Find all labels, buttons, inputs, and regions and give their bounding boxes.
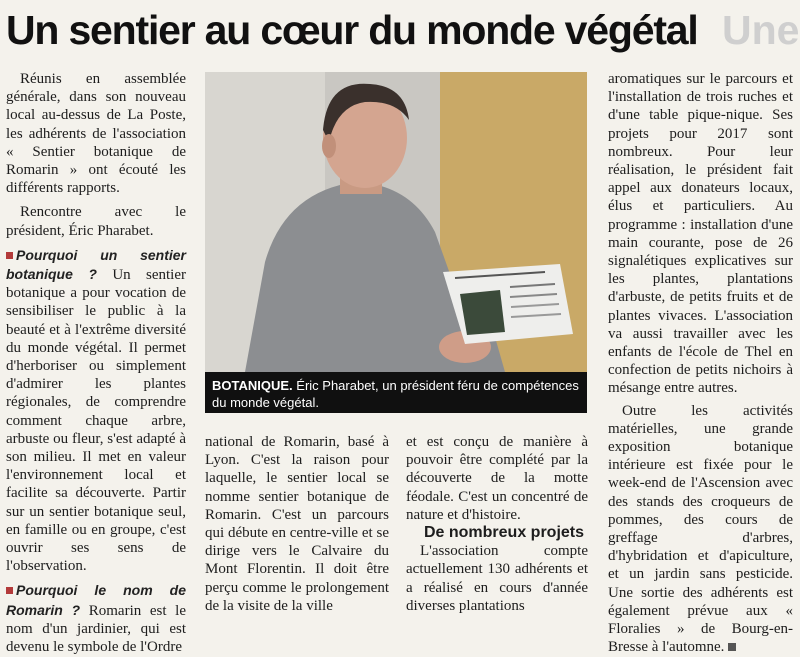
question-1: Pourquoi un sentier botanique ? bbox=[6, 246, 186, 283]
subheading-projets: De nombreux projets bbox=[423, 524, 585, 542]
paragraph-romarin: national de Romarin, basé à Lyon. C'est la raison pour laquelle, le sentier local se nomme sentier botanique de Romarin. C'est un parcours qui débute en centre-ville et se dirige vers le Calvaire du Mont Florentin. Il doit être perçu comme le prolongement de la visite de la ville bbox=[205, 434, 389, 614]
question-2: Pourquoi le nom de Romarin ? bbox=[6, 582, 186, 618]
bullet-square-icon bbox=[6, 252, 13, 259]
end-mark-icon bbox=[728, 643, 736, 651]
column-1 bbox=[6, 70, 186, 656]
paragraph-adherents: L'association compte actuellement 130 adhérents et a réalisé en cours d'année diverses plantations bbox=[406, 543, 588, 614]
paragraph-projects: aromatiques sur le parcours et l'installation de trois ruches et d'une table pique-nique. Ses projets pour 2017 sont nombreux. Pour leur réalisation, le président fait appel aux donateurs locaux, élus et particuliers. Au programme : installation d'une main courante, pose de 26 signalétiques explicatives sur les plantes, plantations d'arbuste, de petits fruits et de plantes vivaces. L'association va aussi travailler avec les enfants de l'école de Thel en confection de petits nichoirs à mésange entre autres. bbox=[608, 71, 793, 397]
photo-image bbox=[205, 72, 587, 372]
answer-2: Romarin est le nom d'un jardinier, qui est devenu le symbole de l'Ordre bbox=[6, 602, 187, 656]
paragraph-motte: et est conçu de manière à pouvoir être complété par la découverte de la motte féodale. C'est un concentré de nature et d'histoire. bbox=[406, 434, 588, 523]
adjacent-headline-fragment: Une bbox=[722, 7, 800, 53]
column-4 bbox=[608, 70, 793, 657]
photo bbox=[205, 72, 587, 413]
caption-lead: BOTANIQUE. bbox=[212, 378, 293, 393]
headline: Un sentier au cœur du monde végétal bbox=[6, 7, 698, 53]
answer-1: Un sentier botanique a pour vocation de sensibiliser le public à la beauté et à l'extrême diversité du monde végétal. Il permet d'herboriser ou simplement d'admirer les plantes régionales, de comprendre comment chaque arbre, arbuste ou fleur, s'est adapté à son milieu. Il met en valeur l'environnement local et facilite sa découverte. Partir sur un sentier botanique seul, en famille ou en groupe, c'est ouvrir ses sens de l'observation. bbox=[6, 267, 186, 575]
column-2 bbox=[205, 433, 389, 615]
question-block-1 bbox=[6, 246, 186, 576]
paragraph-meeting: Rencontre avec le président, Éric Pharabet. bbox=[6, 204, 186, 239]
bullet-square-icon bbox=[6, 587, 13, 594]
photo-caption bbox=[212, 377, 582, 411]
column-3 bbox=[406, 433, 588, 615]
paragraph-intro: Réunis en assemblée générale, dans son nouveau local au-dessus de La Poste, les adhérents de l'association « Sentier botanique de Romarin » ont écouté les différents rapports. bbox=[6, 71, 186, 197]
paragraph-exhibition-text: Outre les activités matérielles, une grande exposition botanique intérieure est fixée pour le week-end de l'Ascension avec des stands des croqueurs de pommes, des cours de greffage d'arbres, d'hybridation et d'apiculture, et un jardin sans pesticide. Une sortie des adhérents est également prévue aux « Floralies » de Bourg-en-Bresse à l'automne. bbox=[608, 402, 793, 656]
caption-text: Éric Pharabet, un président féru de compétences du monde végétal. bbox=[212, 378, 579, 410]
question-block-2 bbox=[6, 581, 186, 656]
paragraph-exhibition bbox=[608, 402, 793, 657]
